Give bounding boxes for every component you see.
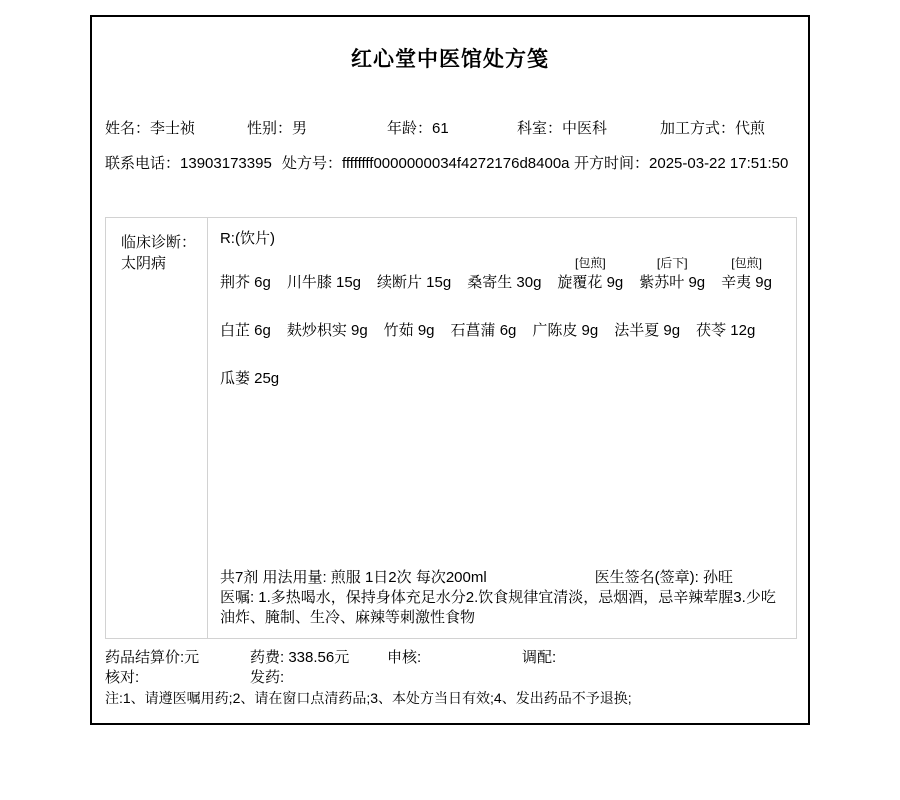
footer-row-2: [105, 668, 799, 688]
prescription-time-value: 2025-03-22 17:51:50: [649, 155, 789, 172]
footer-row-1: [105, 648, 799, 668]
herb-decoction-note: [287, 303, 368, 320]
herb-decoction-note: [287, 255, 361, 272]
herb-decoction-note: [384, 303, 435, 320]
herb-decoction-note: [532, 303, 598, 320]
herb-name-dose: 紫苏叶 9g: [639, 274, 706, 291]
herb-name-dose: 石菖蒲 6g: [450, 322, 517, 339]
herb-item: [696, 303, 755, 341]
herb-item: [384, 303, 435, 341]
prescription-meta-row: [92, 152, 808, 172]
medicine-fee: [250, 648, 387, 668]
medical-advice: 医嘱: 1.多热喝水，保持身体充足水分2.饮食规律宜清淡，忌烟酒，忌辛辣荤腥3.少吃油炸、腌制、生冷、麻辣等刺激性食物: [219, 589, 776, 626]
patient-gender-label: 性别：: [247, 120, 293, 137]
medicine-fee-label: 药费:: [250, 649, 285, 666]
herb-row: [220, 303, 788, 341]
phone: [105, 152, 272, 173]
herb-item: [220, 255, 271, 293]
herb-name-dose: 竹茹 9g: [383, 322, 435, 339]
prepare-field: 调配:: [522, 649, 557, 666]
clinical-diagnosis: [106, 218, 208, 638]
herb-item: [557, 255, 623, 293]
prescription-number-label: 处方号：: [282, 155, 343, 172]
herb-row: [220, 351, 788, 389]
herb-decoction-note: [220, 303, 271, 320]
phone-value: 13903173395: [180, 155, 272, 172]
herb-name-dose: 广陈皮 9g: [532, 322, 599, 339]
patient-name: [105, 117, 195, 138]
herb-name-dose: 桑寄生 30g: [467, 274, 542, 291]
herb-decoction-note: [451, 303, 517, 320]
medicine-fee-value: 338.56元: [288, 649, 350, 666]
patient-name-label: 姓名：: [105, 120, 151, 137]
herb-decoction-note: [696, 303, 755, 320]
patient-age-value: 61: [432, 120, 449, 137]
herb-item: [721, 255, 772, 293]
review-field: 申核:: [387, 649, 422, 666]
herb-decoction-note: [220, 255, 271, 272]
prescription-body-box: [105, 217, 797, 639]
phone-label: 联系电话：: [105, 155, 181, 172]
patient-name-value: 李士祯: [150, 120, 196, 137]
processing-method-label: 加工方式：: [660, 120, 736, 137]
herb-name-dose: 瓜蒌 25g: [219, 370, 280, 387]
herb-name-dose: 白芷 6g: [219, 322, 271, 339]
herb-decoction-note: [377, 255, 451, 272]
department-label: 科室：: [517, 120, 563, 137]
rx-bottom: [220, 568, 788, 628]
herb-row: [220, 255, 788, 293]
herb-item: [287, 303, 368, 341]
herb-name-dose: 麸炒枳实 9g: [286, 322, 368, 339]
herb-item: [287, 255, 361, 293]
department-value: 中医科: [562, 120, 608, 137]
patient-age-label: 年龄：: [387, 120, 433, 137]
dispense-field: 发药:: [250, 669, 285, 686]
settlement-price: 药品结算价:元: [105, 649, 200, 666]
herb-item: [467, 255, 541, 293]
herb-decoction-note: [614, 303, 680, 320]
processing-method-value: 代煎: [735, 120, 766, 137]
usage-line: [220, 568, 788, 588]
prescription-sheet: [90, 15, 810, 725]
footer: [105, 648, 799, 708]
usage-dosage: 共7剂 用法用量: 煎服 1日2次 每次200ml: [219, 569, 487, 586]
herb-item: [377, 255, 451, 293]
herb-item: [220, 351, 279, 389]
herb-name-dose: 川牛膝 15g: [286, 274, 362, 291]
herb-name-dose: 续断片 15g: [377, 274, 452, 291]
herb-decoction-note: [220, 351, 279, 368]
herb-name-dose: 旋覆花 9g: [557, 274, 624, 291]
rx-header: R:(饮片): [219, 230, 275, 247]
herb-decoction-note: [后下]: [656, 256, 688, 270]
herb-decoction-note: [包煎]: [731, 256, 762, 270]
footer-note: 注:1、请遵医嘱用药;2、请在窗口点清药品;3、本处方当日有效;4、发出药品不予退换;: [105, 690, 632, 706]
department: [517, 117, 607, 138]
prescription-time: [574, 152, 788, 173]
herb-item: [639, 255, 705, 293]
clinical-diagnosis-label: 临床诊断：: [121, 234, 197, 251]
doctor-signature: [595, 568, 733, 588]
herb-name-dose: 荆芥 6g: [219, 274, 271, 291]
herb-item: [451, 303, 517, 341]
prescription-number: [282, 152, 570, 173]
patient-age: [387, 117, 449, 138]
herb-name-dose: 茯苓 12g: [696, 322, 756, 339]
herb-decoction-note: [包煎]: [575, 256, 606, 270]
herb-decoction-note: [467, 255, 541, 272]
clinical-diagnosis-value: 太阴病: [121, 255, 167, 272]
herb-name-dose: 法半夏 9g: [614, 322, 681, 339]
check-field: 核对:: [105, 669, 140, 686]
herb-item: [614, 303, 680, 341]
patient-info-row: [92, 117, 808, 137]
processing-method: [660, 117, 765, 138]
doctor-signature-label: 医生签名(签章):: [594, 569, 699, 586]
herb-item: [220, 303, 271, 341]
doctor-signature-value: 孙旺: [702, 569, 733, 586]
herb-name-dose: 辛夷 9g: [721, 274, 772, 291]
patient-gender: [247, 117, 307, 138]
prescription-time-label: 开方时间：: [574, 155, 650, 172]
patient-gender-value: 男: [292, 120, 308, 137]
prescription-number-value: ffffffff0000000034f4272176d8400a: [342, 155, 570, 172]
rx-cell: [208, 218, 796, 638]
rx-rows: [220, 255, 788, 399]
page-title: 红心堂中医馆处方笺: [351, 48, 549, 71]
herb-item: [532, 303, 598, 341]
